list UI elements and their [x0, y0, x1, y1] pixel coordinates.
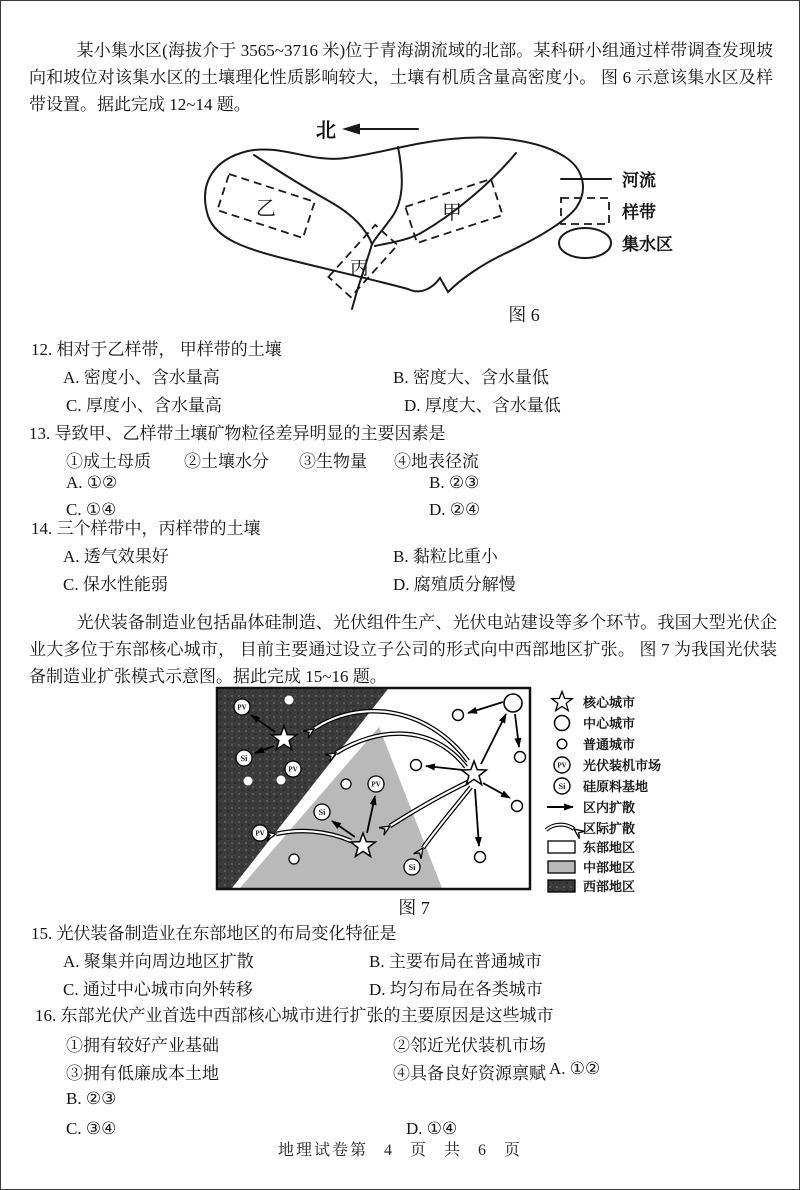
legend-east-label: 东部地区: [583, 840, 636, 855]
q16-option-a: A. ①②: [549, 1059, 601, 1078]
ordinary-city-circle: [512, 801, 523, 812]
svg-text:PV: PV: [557, 761, 567, 770]
svg-text:Si: Si: [558, 782, 566, 791]
ordinary-city-circle: [411, 760, 422, 771]
legend-belt-label: 样带: [622, 203, 656, 222]
ordinary-city-circle: [453, 710, 464, 721]
figure7-legend: [541, 689, 726, 892]
legend-west-label: 西部地区: [583, 879, 636, 894]
q16-item-4: ④具备良好资源禀赋: [393, 1064, 546, 1083]
legend-center-city-icon: [555, 716, 570, 731]
north-label: 北: [316, 120, 336, 142]
river-line: [372, 147, 402, 244]
ordinary-city-circle: [515, 752, 526, 763]
q16-option-b: B. ②③: [66, 1089, 117, 1108]
ordinary-city-dot: [285, 696, 294, 705]
q12-option-c: C. 厚度小、含水量高: [66, 396, 222, 415]
q16-item-2: ②邻近光伏装机市场: [393, 1036, 546, 1055]
q16-option-c: C. ③④: [66, 1119, 117, 1138]
svg-text:Si: Si: [318, 808, 326, 817]
legend-pv-market-label: 光伏装机市场: [583, 758, 662, 773]
page-footer: 地理试卷第 4 页 共 6 页: [277, 1142, 522, 1159]
q14-option-c: C. 保水性能弱: [63, 575, 168, 594]
ordinary-city-circle: [475, 852, 486, 863]
q12-option-d: D. 厚度大、含水量低: [404, 396, 561, 415]
center-city-circle: [504, 694, 522, 712]
svg-text:PV: PV: [288, 765, 298, 774]
svg-text:PV: PV: [255, 829, 265, 838]
legend-center-city-label: 中心城市: [583, 716, 636, 731]
q14-option-b: B. 黏粒比重小: [393, 547, 498, 566]
q12-stem: 12. 相对于乙样带， 甲样带的土壤: [31, 340, 282, 359]
pv-market-symbol: [252, 825, 268, 841]
q13-item-1: ①成土母质: [66, 452, 151, 471]
q13-item-2: ②土壤水分: [184, 452, 269, 471]
belt-jia-label: 甲: [442, 202, 462, 224]
pv-market-symbol: [368, 776, 384, 792]
pv-market-symbol: [285, 761, 301, 777]
q13-option-b: B. ②③: [429, 473, 480, 492]
legend-core-city-icon: [552, 691, 572, 710]
legend-si-base-icon: [554, 778, 570, 794]
svg-text:PV: PV: [237, 703, 247, 712]
figure7-diagram: [216, 687, 531, 890]
q13-item-4: ④地表径流: [394, 452, 479, 471]
q15-option-b: B. 主要布局在普通城市: [369, 952, 542, 971]
q15-stem: 15. 光伏装备制造业在东部地区的布局变化特征是: [31, 924, 397, 943]
q15-option-d: D. 均匀布局在各类城市: [369, 980, 543, 999]
figure6-legend: [559, 170, 673, 258]
legend-intra-arrow-label: 区内扩散: [583, 800, 636, 815]
legend-inter-arrow-label: 区际扩散: [583, 821, 636, 836]
q16-item-3: ③拥有低廉成本土地: [66, 1064, 219, 1083]
legend-si-base-label: 硅原料基地: [583, 779, 649, 794]
q16-option-d: D. ①④: [406, 1119, 458, 1138]
legend-ordinary-city-label: 普通城市: [583, 737, 636, 752]
north-arrowhead: [342, 124, 360, 135]
q16-stem: 16. 东部光伏产业首选中西部核心城市进行扩张的主要原因是这些城市: [35, 1006, 554, 1025]
figure6-caption: 图 6: [508, 305, 540, 325]
intro-paragraph-2: 光伏装备制造业包括晶体硅制造、光伏组件生产、光伏电站建设等多个环节。我国大型光伏企业大多位于东部核心城市， 目前主要通过设立子公司的形式向中西部地区扩张。 图 7 为我国光伏装备制造业扩张模式示意图。据此完成 15~16 题。: [29, 613, 777, 686]
river-line: [375, 153, 516, 246]
pv-market-symbol: [234, 699, 250, 715]
q14-option-d: D. 腐殖质分解慢: [393, 575, 516, 594]
legend-central-label: 中部地区: [583, 860, 636, 875]
q12-option-b: B. 密度大、含水量低: [393, 368, 549, 387]
legend-inter-arrow-icon: [546, 825, 574, 830]
q12-option-a: A. 密度小、含水量高: [63, 368, 220, 387]
q14-stem: 14. 三个样带中，丙样带的土壤: [31, 519, 261, 538]
svg-text:Si: Si: [240, 754, 248, 763]
legend-central-swatch: [548, 861, 575, 873]
legend-catchment-icon: [559, 228, 611, 258]
q13-stem: 13. 导致甲、乙样带土壤矿物粒径差异明显的主要因素是: [29, 424, 446, 443]
legend-pv-market-icon: [554, 757, 570, 773]
si-base-symbol: [404, 859, 420, 875]
q15-option-c: C. 通过中心城市向外转移: [63, 980, 253, 999]
q14-option-a: A. 透气效果好: [63, 547, 169, 566]
q15-option-a: A. 聚集并向周边地区扩散: [63, 952, 254, 971]
ordinary-city-circle: [341, 779, 351, 789]
north-arrow-icon: [316, 119, 418, 142]
svg-text:PV: PV: [371, 780, 381, 789]
legend-ordinary-city-icon: [557, 739, 567, 749]
legend-west-swatch: [548, 880, 575, 892]
belt-bing-label: 丙: [350, 258, 370, 279]
figure7-caption: 图 7: [398, 898, 430, 918]
si-base-symbol: [314, 804, 330, 820]
q16-item-1: ①拥有较好产业基础: [66, 1036, 219, 1055]
legend-river-label: 河流: [622, 171, 656, 190]
q13-option-c: C. ①④: [66, 500, 117, 519]
ordinary-city-dot: [244, 777, 253, 786]
legend-core-city-label: 核心城市: [583, 695, 636, 710]
svg-text:Si: Si: [408, 863, 416, 872]
belt-yi-label: 乙: [256, 198, 276, 220]
ordinary-city-circle: [289, 854, 299, 864]
ordinary-city-dot: [277, 776, 286, 785]
q13-option-a: A. ①②: [66, 473, 118, 492]
intro-paragraph-1: 某小集水区(海拔介于 3565~3716 米)位于青海湖流域的北部。某科研小组通过样带调查发现坡向和坡位对该集水区的土壤理化性质影响较大，土壤有机质含量高密度小。 图 6 示意该集水区及样带设置。据此完成 12~14 题。: [29, 41, 773, 114]
legend-belt-icon: [561, 198, 609, 224]
q13-item-3: ③生物量: [299, 452, 367, 471]
q13-option-d: D. ②④: [429, 500, 481, 519]
legend-catchment-label: 集水区: [622, 235, 673, 254]
legend-east-swatch: [548, 841, 575, 853]
figure6-map: [186, 111, 686, 306]
si-base-symbol: [236, 750, 252, 766]
